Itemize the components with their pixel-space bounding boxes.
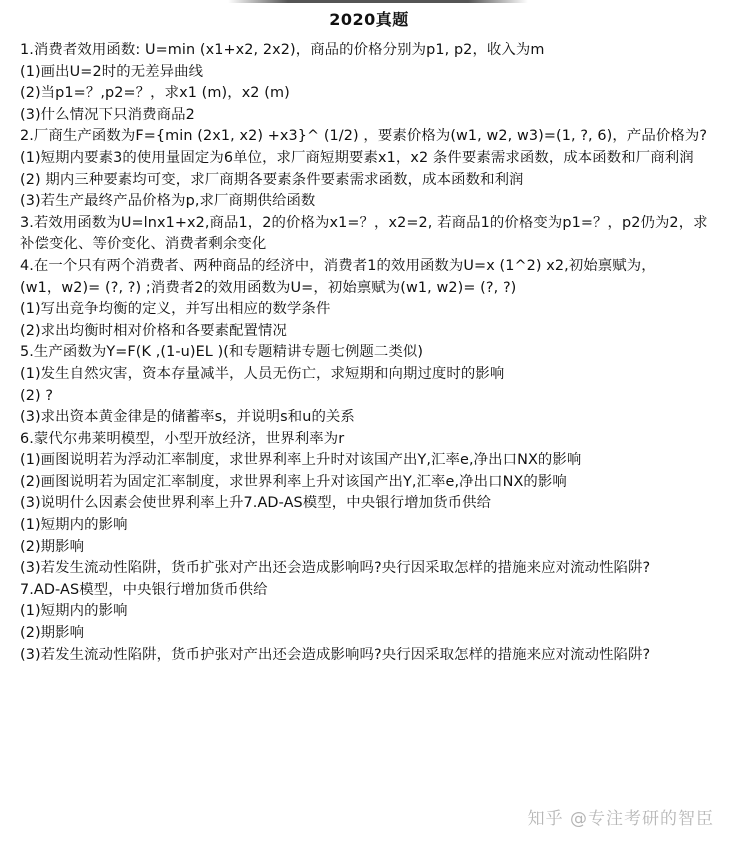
question-line: (3)若发生流动性陷阱，货币护张对产出还会造成影响吗?央行因采取怎样的措施来应对流动性陷阱? (20, 646, 651, 663)
question-line: (1)画出U=2时的无差异曲线 (20, 63, 204, 80)
question-line: 2.厂商生产函数为F={min (2x1, x2) +x3}^ (1/2) ，要素价格为(w1, w2, w3)=(1, ?, 6)，产品价格为? (20, 128, 708, 145)
question-line: (2)画图说明若为固定汇率制度，求世界利率上升对该国产出Y,汇率e,净出口NX的影响 (20, 473, 567, 490)
question-line: (1)发生自然灾害，资本存量减半，人员无伤亡，求短期和向期过度时的影响 (20, 365, 505, 382)
question-line: 3.若效用函数为U=lnx1+x2,商品1，2的价格为x1=？，x2=2, 若商品1的价格变为p1=？，p2仍为2，求补偿变化、等价变化、消费者剩余变化 (20, 214, 708, 253)
question-list (20, 40, 718, 666)
question-line: 1.消费者效用函数: U=min (x1+x2, 2x2)，商品的价格分别为p1, p2，收入为m (20, 42, 545, 58)
question-line: (3)求出资本黄金律是的储蓄率s，并说明s和u的关系 (20, 409, 355, 426)
question-line: (w1，w2)= (?, ?) ;消费者2的效用函数为U=，初始禀赋为(w1, w2)= (?, ?) (20, 279, 517, 296)
question-line: (3)若生产最终产品价格为p,求厂商期供给函数 (20, 193, 316, 210)
question-line: 4.在一个只有两个消费者、两种商品的经济中，消费者1的效用函数为U=x (1^2) x2,初始禀赋为， (20, 257, 656, 274)
question-line: (1)写出竞争均衡的定义，并写出相应的数学条件 (20, 301, 331, 318)
watermark: 知乎 @专注考研的智臣 (527, 809, 714, 829)
question-line: 5.生产函数为Y=F(K ,(1-u)EL )(和专题精讲专题七例题二类似) (20, 344, 424, 361)
question-line: (2) ? (20, 387, 54, 404)
page-title: 2020真题 (329, 10, 409, 29)
question-line: (3)若发生流动性陷阱，货币扩张对产出还会造成影响吗?央行因采取怎样的措施来应对流动性陷阱? (20, 560, 651, 577)
question-line: 7.AD-AS模型，中央银行增加货币供给 (20, 581, 268, 598)
question-line: (1)短期内要素3的使用量固定为6单位，求厂商短期要素x1，x2 条件要素需求函数，成本函数和厂商利润 (20, 149, 694, 166)
question-line: (1)短期内的影响 (20, 603, 128, 620)
question-line: (2)求出均衡时相对价格和各要素配置情况 (20, 322, 288, 339)
question-line: (3)说明什么因素会使世界利率上升7.AD-AS模型，中央银行增加货币供给 (20, 495, 492, 512)
question-line: (2) 期内三种要素均可变，求厂商期各要素条件要素需求函数，成本函数和利润 (20, 171, 524, 188)
question-line: (2)当p1=？,p2=？，求x1 (m)，x2 (m) (20, 85, 290, 102)
question-line: (1)画图说明若为浮动汇率制度，求世界利率上升时对该国产出Y,汇率e,净出口NX的影响 (20, 452, 582, 469)
question-line: (2)期影响 (20, 625, 85, 642)
question-line: 6.蒙代尔弗莱明模型，小型开放经济，世界利率为r (20, 430, 345, 447)
question-line: (2)期影响 (20, 538, 85, 555)
question-line: (1)短期内的影响 (20, 517, 128, 534)
question-line: (3)什么情况下只消费商品2 (20, 106, 195, 123)
top-divider (228, 0, 528, 3)
